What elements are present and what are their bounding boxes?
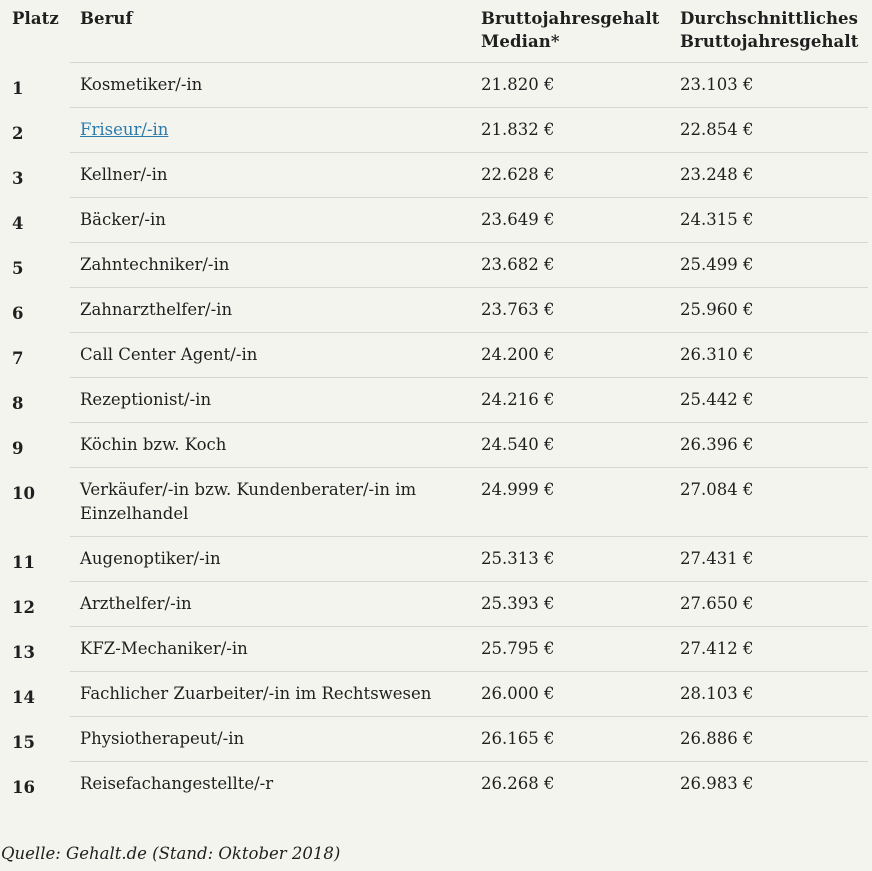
source-note: Quelle: Gehalt.de (Stand: Oktober 2018) <box>1 844 341 863</box>
median-salary-cell: 23.649 € <box>471 198 670 243</box>
median-salary-cell: 25.795 € <box>471 627 670 672</box>
table-body <box>0 63 868 807</box>
profession-cell: Kellner/-in <box>70 153 471 198</box>
rank-cell: 7 <box>12 348 24 368</box>
median-salary-cell: 23.763 € <box>471 288 670 333</box>
average-salary-cell: 24.315 € <box>670 198 868 243</box>
table-row <box>0 627 868 672</box>
profession-cell: Physiotherapeut/-in <box>70 717 471 762</box>
profession-cell: Augenoptiker/-in <box>70 537 471 582</box>
table-row <box>0 468 868 537</box>
profession-cell: Fachlicher Zuarbeiter/-in im Rechtswesen <box>70 672 471 717</box>
median-salary-cell: 24.540 € <box>471 423 670 468</box>
header-beruf: Beruf <box>80 9 133 28</box>
table-row <box>0 108 868 153</box>
table-row <box>0 153 868 198</box>
profession-link[interactable]: Friseur/-in <box>80 120 169 139</box>
rank-cell: 4 <box>12 213 24 233</box>
rank-cell: 11 <box>12 552 35 572</box>
profession-cell: Zahnarzthelfer/-in <box>70 288 471 333</box>
header-row <box>0 0 868 63</box>
average-salary-cell: 23.248 € <box>670 153 868 198</box>
rank-cell: 10 <box>12 483 35 503</box>
median-salary-cell: 23.682 € <box>471 243 670 288</box>
rank-cell: 2 <box>12 123 24 143</box>
table-row <box>0 198 868 243</box>
median-salary-cell: 26.000 € <box>471 672 670 717</box>
average-salary-cell: 26.310 € <box>670 333 868 378</box>
profession-cell: Köchin bzw. Koch <box>70 423 471 468</box>
table-row <box>0 423 868 468</box>
table-row <box>0 63 868 108</box>
table-row <box>0 378 868 423</box>
table-row <box>0 537 868 582</box>
rank-cell: 14 <box>12 687 35 707</box>
average-salary-cell: 27.084 € <box>670 468 868 537</box>
average-salary-cell: 27.650 € <box>670 582 868 627</box>
profession-cell: KFZ-Mechaniker/-in <box>70 627 471 672</box>
median-salary-cell: 25.313 € <box>471 537 670 582</box>
table-row <box>0 762 868 807</box>
profession-cell: Kosmetiker/-in <box>70 63 471 108</box>
profession-cell: Reisefachangestellte/-r <box>70 762 471 807</box>
table-header <box>0 0 868 63</box>
table-row <box>0 582 868 627</box>
profession-cell: Rezeptionist/-in <box>70 378 471 423</box>
table-row <box>0 243 868 288</box>
profession-cell: Verkäufer/-in bzw. Kundenberater/-in im Einzelhandel <box>70 468 471 537</box>
table-row <box>0 288 868 333</box>
average-salary-cell: 25.442 € <box>670 378 868 423</box>
median-salary-cell: 22.628 € <box>471 153 670 198</box>
rank-cell: 12 <box>12 597 35 617</box>
average-salary-cell: 22.854 € <box>670 108 868 153</box>
median-salary-cell: 24.200 € <box>471 333 670 378</box>
median-salary-cell: 24.999 € <box>471 468 670 537</box>
profession-cell[interactable] <box>70 108 471 153</box>
average-salary-cell: 26.396 € <box>670 423 868 468</box>
average-salary-cell: 28.103 € <box>670 672 868 717</box>
rank-cell: 16 <box>12 777 35 797</box>
average-salary-cell: 25.960 € <box>670 288 868 333</box>
profession-cell: Bäcker/-in <box>70 198 471 243</box>
profession-cell: Call Center Agent/-in <box>70 333 471 378</box>
average-salary-cell: 27.412 € <box>670 627 868 672</box>
rank-cell: 5 <box>12 258 24 278</box>
median-salary-cell: 21.832 € <box>471 108 670 153</box>
table-row <box>0 717 868 762</box>
average-salary-cell: 23.103 € <box>670 63 868 108</box>
rank-cell: 13 <box>12 642 35 662</box>
header-median: Bruttojahresgehalt Median* <box>481 9 660 51</box>
rank-cell: 1 <box>12 78 24 98</box>
median-salary-cell: 21.820 € <box>471 63 670 108</box>
median-salary-cell: 25.393 € <box>471 582 670 627</box>
table-row <box>0 333 868 378</box>
rank-cell: 6 <box>12 303 24 323</box>
rank-cell: 3 <box>12 168 24 188</box>
rank-cell: 9 <box>12 438 24 458</box>
header-durchschnitt: Durchschnittliches Bruttojahresgehalt <box>680 9 859 51</box>
average-salary-cell: 27.431 € <box>670 537 868 582</box>
median-salary-cell: 26.268 € <box>471 762 670 807</box>
profession-cell: Arzthelfer/-in <box>70 582 471 627</box>
rank-cell: 15 <box>12 732 35 752</box>
median-salary-cell: 24.216 € <box>471 378 670 423</box>
profession-cell: Zahntechniker/-in <box>70 243 471 288</box>
average-salary-cell: 25.499 € <box>670 243 868 288</box>
average-salary-cell: 26.983 € <box>670 762 868 807</box>
average-salary-cell: 26.886 € <box>670 717 868 762</box>
header-platz: Platz <box>12 9 59 28</box>
table-row <box>0 672 868 717</box>
rank-cell: 8 <box>12 393 24 413</box>
median-salary-cell: 26.165 € <box>471 717 670 762</box>
